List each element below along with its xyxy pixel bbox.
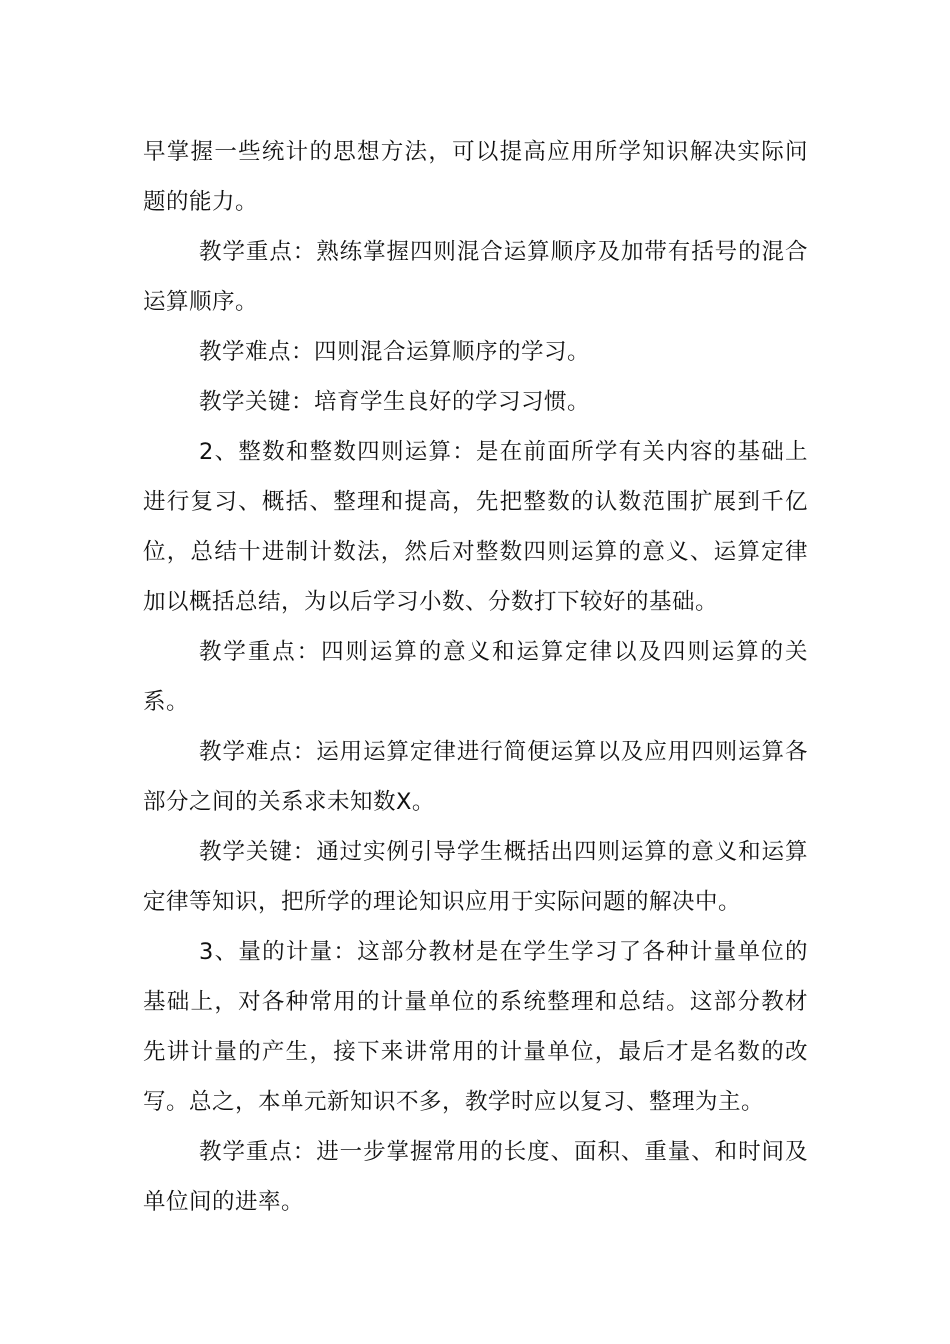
paragraph-key-1: 教学关键：培育学生良好的学习习惯。 xyxy=(199,389,591,415)
paragraph-section-3: 3、量的计量：这部分教材是在学生学习了各种计量单位的基础上，对各种常用的计量单位的系统整理和总结。这部分教材先讲计量的产生，接下来讲常用的计量单位，最后才是名数的改写。总之，本单元新知识不多，教学时应以复习、整理为主。 xyxy=(143,939,808,1115)
paragraph-key-point-3: 教学重点：进一步掌握常用的长度、面积、重量、和时间及单位间的进率。 xyxy=(143,1139,808,1215)
paragraph-key-2: 教学关键：通过实例引导学生概括出四则运算的意义和运算定律等知识，把所学的理论知识应用于实际问题的解决中。 xyxy=(143,839,808,915)
paragraph-difficulty-1: 教学难点：四则混合运算顺序的学习。 xyxy=(199,339,591,365)
document-body xyxy=(143,127,808,1227)
paragraph-difficulty-2: 教学难点：运用运算定律进行简便运算以及应用四则运算各部分之间的关系求未知数X。 xyxy=(143,739,808,815)
paragraph-key-point-2: 教学重点：四则运算的意义和运算定律以及四则运算的关系。 xyxy=(143,639,808,715)
paragraph-section-2: 2、整数和整数四则运算：是在前面所学有关内容的基础上进行复习、概括、整理和提高，先把整数的认数范围扩展到千亿位，总结十进制计数法，然后对整数四则运算的意义、运算定律加以概括总结，为以后学习小数、分数打下较好的基础。 xyxy=(143,439,808,615)
paragraph-key-point-1: 教学重点：熟练掌握四则混合运算顺序及加带有括号的混合运算顺序。 xyxy=(143,239,808,315)
paragraph-statistics-intro: 早掌握一些统计的思想方法，可以提高应用所学知识解决实际问题的能力。 xyxy=(143,139,808,215)
